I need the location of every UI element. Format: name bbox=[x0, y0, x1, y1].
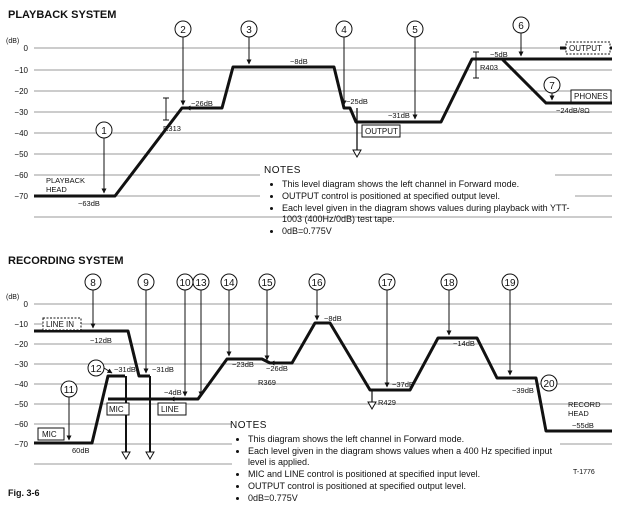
label-lv-63: −63dB bbox=[78, 199, 100, 208]
playback-tick-0: 0 bbox=[23, 44, 28, 53]
callout-13: 13 bbox=[195, 278, 207, 289]
recording-tick-20: −20 bbox=[14, 340, 28, 349]
recording-note: • OUTPUT control is positioned at specified output level. bbox=[248, 481, 560, 492]
recording-line-drop-arrow bbox=[146, 452, 154, 459]
playback-phones-box bbox=[571, 90, 611, 102]
recording-note: • 0dB=0.775V bbox=[248, 493, 560, 504]
playback-note: • Each level given in the diagram shows values during playback with YTT-1003 (400Hz/0dB) test tape. bbox=[282, 203, 584, 225]
label-rec-lv-60: 60dB bbox=[72, 446, 90, 455]
callout-15: 15 bbox=[261, 278, 273, 289]
figure-code: T-1776 bbox=[573, 469, 595, 476]
recording-note: • Each level given in the diagram shows values when a 400 Hz specified input level is applied. bbox=[248, 446, 560, 468]
playback-note: • 0dB=0.775V bbox=[282, 226, 584, 237]
playback-notes bbox=[264, 165, 584, 238]
callout-10: 10 bbox=[179, 278, 191, 289]
recording-r429-arrow bbox=[368, 402, 376, 409]
label-rec-lv-4: −4dB bbox=[164, 388, 182, 397]
label-rec-lv-14: −14dB bbox=[453, 339, 475, 348]
recording-line-in-box bbox=[43, 318, 81, 330]
callout-17: 17 bbox=[381, 278, 393, 289]
playback-y-ticks bbox=[14, 44, 28, 201]
callout-8: 8 bbox=[90, 278, 96, 289]
callout-19: 19 bbox=[504, 278, 516, 289]
playback-output-top-box bbox=[566, 42, 610, 54]
recording-tick-30: −30 bbox=[14, 360, 28, 369]
callout-16: 16 bbox=[311, 278, 323, 289]
playback-tick-60: −60 bbox=[14, 171, 28, 180]
label-phones: PHONES bbox=[574, 92, 608, 101]
label-rec-lv-37: −37dB bbox=[392, 380, 414, 389]
recording-title: RECORDING SYSTEM bbox=[8, 255, 124, 267]
label-rec-lv-55: −55dB bbox=[572, 421, 594, 430]
playback-tick-20: −20 bbox=[14, 87, 28, 96]
label-output-top: OUTPUT bbox=[569, 44, 602, 53]
recording-mic-box-b bbox=[107, 403, 129, 415]
label-rec-lv-12: −12dB bbox=[90, 336, 112, 345]
label-mic-a: MIC bbox=[42, 430, 57, 439]
label-rec-r429: R429 bbox=[378, 398, 396, 407]
recording-notes bbox=[230, 420, 560, 505]
label-lv-5: −5dB bbox=[490, 50, 508, 59]
recording-notes-title: NOTES bbox=[230, 420, 267, 431]
playback-note: • This level diagram shows the left channel in Forward mode. bbox=[282, 179, 584, 190]
recording-tick-0: 0 bbox=[23, 300, 28, 309]
recording-line-box bbox=[158, 403, 186, 415]
label-record-head-2: HEAD bbox=[568, 409, 589, 418]
callout-5: 5 bbox=[412, 25, 418, 36]
playback-title: PLAYBACK SYSTEM bbox=[8, 9, 117, 21]
callout-1: 1 bbox=[101, 126, 107, 137]
callout-18: 18 bbox=[443, 278, 455, 289]
recording-note: • This diagram shows the left channel in Forward mode. bbox=[248, 434, 560, 445]
playback-y-unit: (dB) bbox=[6, 38, 20, 45]
callout-9: 9 bbox=[143, 278, 149, 289]
recording-mic-box-a bbox=[38, 428, 64, 440]
callout-14: 14 bbox=[223, 278, 235, 289]
label-lv-26: −26dB bbox=[191, 99, 213, 108]
recording-tick-70: −70 bbox=[14, 440, 28, 449]
playback-note: • OUTPUT control is positioned at specified output level. bbox=[282, 191, 584, 202]
label-rec-lv-39: −39dB bbox=[512, 386, 534, 395]
label-lv-31: −31dB bbox=[388, 111, 410, 120]
label-record-head-1: RECORD bbox=[568, 400, 601, 409]
figure-caption: Fig. 3-6 bbox=[8, 488, 40, 498]
callout-20: 20 bbox=[543, 379, 555, 390]
callout-12: 12 bbox=[90, 364, 102, 375]
playback-output-box bbox=[362, 125, 400, 137]
recording-tick-10: −10 bbox=[14, 320, 28, 329]
playback-tick-50: −50 bbox=[14, 150, 28, 159]
label-r313: R313 bbox=[163, 124, 181, 133]
recording-y-ticks bbox=[14, 300, 28, 449]
label-lv-8: −8dB bbox=[290, 57, 308, 66]
label-rec-lv-31a: −31dB bbox=[114, 365, 136, 374]
callout-4: 4 bbox=[341, 25, 347, 36]
label-rec-lv-31b: −31dB bbox=[152, 365, 174, 374]
label-line-in: LINE IN bbox=[46, 320, 75, 329]
label-rec-lv-8: −8dB bbox=[324, 314, 342, 323]
label-rec-lv-23: −23dB bbox=[232, 360, 254, 369]
label-playback-head-2: HEAD bbox=[46, 185, 67, 194]
label-lv-25: −25dB bbox=[346, 97, 368, 106]
recording-tick-50: −50 bbox=[14, 400, 28, 409]
callout-2: 2 bbox=[180, 25, 186, 36]
playback-tick-40: −40 bbox=[14, 129, 28, 138]
playback-tick-30: −30 bbox=[14, 108, 28, 117]
label-r403: R403 bbox=[480, 63, 498, 72]
label-lv-24: −24dB/8Ω bbox=[556, 106, 590, 115]
label-mic-b: MIC bbox=[109, 405, 124, 414]
recording-mic-drop-arrow bbox=[122, 452, 130, 459]
callout-3: 3 bbox=[246, 25, 252, 36]
label-rec-lv-26: −26dB bbox=[266, 364, 288, 373]
recording-tick-60: −60 bbox=[14, 420, 28, 429]
label-output-box: OUTPUT bbox=[365, 127, 398, 136]
recording-y-unit: (dB) bbox=[6, 294, 20, 301]
playback-tick-10: −10 bbox=[14, 66, 28, 75]
label-rec-r369: R369 bbox=[258, 378, 276, 387]
recording-tick-40: −40 bbox=[14, 380, 28, 389]
playback-notes-title: NOTES bbox=[264, 165, 301, 176]
label-playback-head-1: PLAYBACK bbox=[46, 176, 86, 185]
callout-11: 11 bbox=[63, 385, 75, 396]
playback-tick-70: −70 bbox=[14, 192, 28, 201]
playback-output-arrow bbox=[353, 150, 361, 157]
label-line-box: LINE bbox=[161, 405, 179, 414]
recording-note: • MIC and LINE control is positioned at specified input level. bbox=[248, 469, 560, 480]
callout-6: 6 bbox=[518, 21, 524, 32]
callout-7: 7 bbox=[549, 81, 555, 92]
